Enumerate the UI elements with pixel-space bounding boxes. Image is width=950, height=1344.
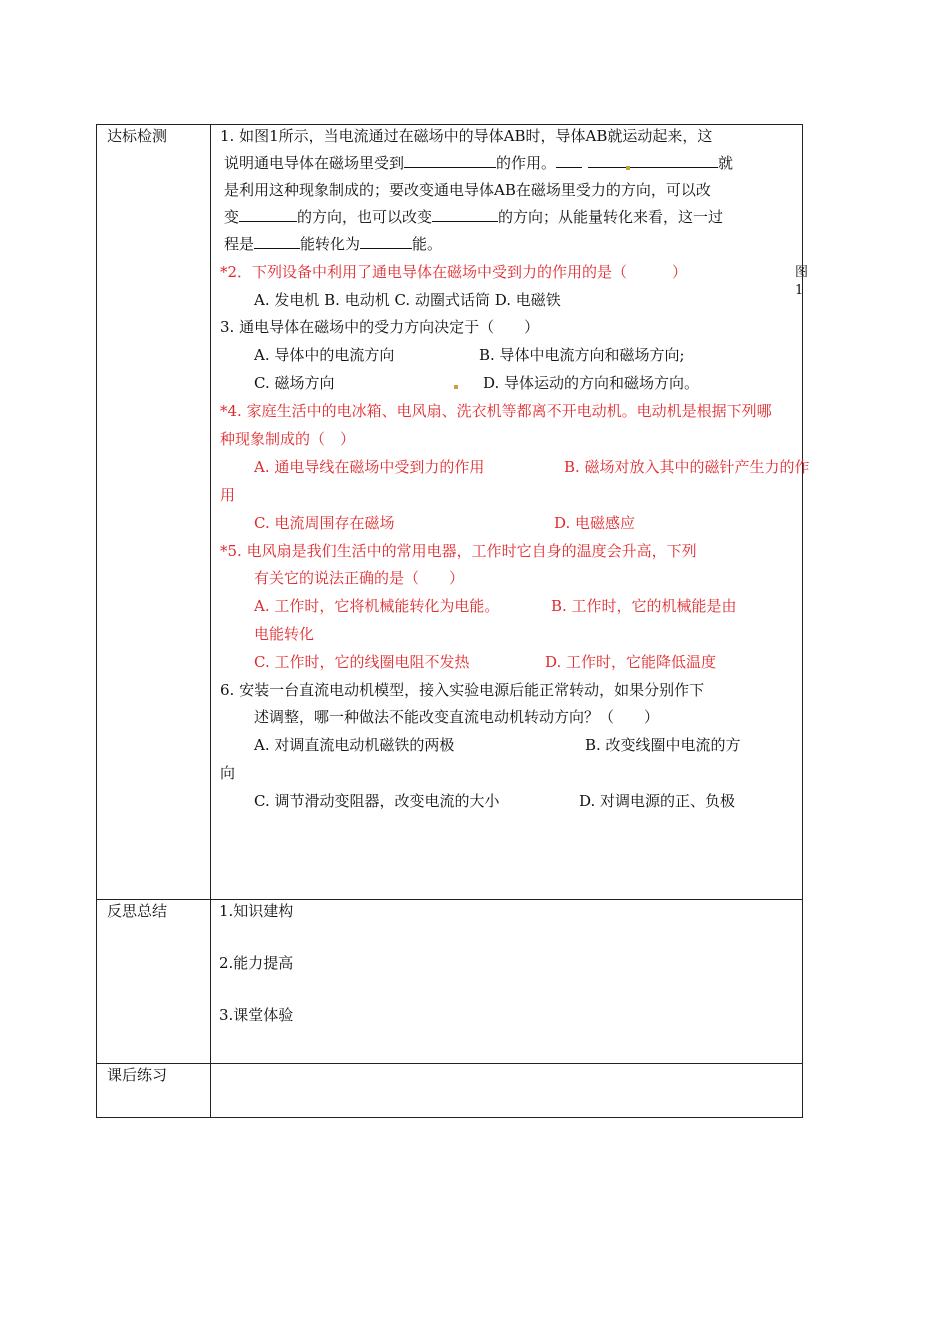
summary-experience: 3.课堂体验 xyxy=(219,1006,294,1024)
row-divider-2 xyxy=(97,1063,802,1064)
summary-knowledge: 1.知识建构 xyxy=(219,902,294,920)
worksheet-table xyxy=(96,124,810,1118)
q6-option-a: A. 对调直流电动机磁铁的两极 xyxy=(254,736,455,754)
q5-option-b: B. 工作时，它的机械能是由 xyxy=(551,597,737,615)
q2-options: A. 发电机 B. 电动机 C. 动圈式话筒 D. 电磁铁 xyxy=(254,291,561,309)
row-divider-1 xyxy=(97,899,802,900)
q6-line-2: 述调整，哪一种做法不能改变直流电动机转动方向？（ ） xyxy=(254,708,660,726)
q6-line-1: 6. 安装一台直流电动机模型，接入实验电源后能正常转动，如果分别作下 xyxy=(220,681,705,699)
q1-line-5 xyxy=(224,234,442,254)
yellow-mark-2 xyxy=(454,385,458,389)
q3-option-d: D. 导体运动的方向和磁场方向。 xyxy=(483,374,700,392)
q1-text-2a: 说明通电导体在磁场里受到 xyxy=(224,154,405,172)
q6-option-b-cont: 向 xyxy=(220,764,236,782)
summary-ability: 2.能力提高 xyxy=(219,954,294,972)
q4-option-b: B. 磁场对放入其中的磁针产生力的作 xyxy=(564,458,810,476)
row-label-reflection: 反思总结 xyxy=(107,902,168,920)
q1-blank-device-b[interactable] xyxy=(588,153,718,168)
q1-line-4 xyxy=(224,207,723,227)
q1-text-2b: 的作用。 xyxy=(496,154,557,172)
q3-option-a: A. 导体中的电流方向 xyxy=(254,346,395,364)
q5-option-b-cont: 电能转化 xyxy=(254,625,315,643)
q1-blank-device-a[interactable] xyxy=(556,153,582,168)
q4-option-d: D. 电磁感应 xyxy=(554,514,636,532)
q5-line-1: *5. 电风扇是我们生活中的常用电器，工作时它自身的温度会升高，下列 xyxy=(220,542,697,560)
q1-blank-energy-2[interactable] xyxy=(360,234,412,249)
q5-option-d: D. 工作时，它能降低温度 xyxy=(545,653,717,671)
q1-text-5b: 能转化为 xyxy=(300,235,361,253)
q1-line-2 xyxy=(224,153,733,173)
q1-line-1: 1. 如图1所示，当电流通过在磁场中的导体AB时，导体AB就运动起来，这 xyxy=(220,127,713,145)
q1-text-4b: 的方向，也可以改变 xyxy=(297,208,433,226)
yellow-mark xyxy=(626,166,630,170)
row-label-homework: 课后练习 xyxy=(107,1066,168,1084)
q4-line-2: 种现象制成的（ ） xyxy=(220,430,356,448)
q3-option-b: B. 导体中电流方向和磁场方向; xyxy=(479,346,685,364)
q1-blank-direction-1[interactable] xyxy=(239,207,297,222)
q6-option-b: B. 改变线圈中电流的方 xyxy=(585,736,741,754)
q3-option-c: C. 磁场方向 xyxy=(254,374,335,392)
q1-blank-direction-2[interactable] xyxy=(432,207,498,222)
q6-option-c: C. 调节滑动变阻器，改变电流的大小 xyxy=(254,792,500,810)
row-label-target-test: 达标检测 xyxy=(107,127,168,145)
q1-text-5a: 程是 xyxy=(224,235,255,253)
q3-stem: 3. 通电导体在磁场中的受力方向决定于（ ） xyxy=(220,318,540,336)
q1-blank-force[interactable] xyxy=(404,153,496,168)
q5-option-a: A. 工作时，它将机械能转化为电能。 xyxy=(254,597,500,615)
q4-option-c: C. 电流周围存在磁场 xyxy=(254,514,395,532)
q1-text-2c: 就 xyxy=(718,154,734,172)
column-divider xyxy=(210,125,211,1117)
q4-option-a: A. 通电导线在磁场中受到力的作用 xyxy=(254,458,485,476)
q1-text-4c: 的方向；从能量转化来看，这一过 xyxy=(498,208,724,226)
q1-text-4a: 变 xyxy=(224,208,240,226)
q5-option-c: C. 工作时，它的线圈电阻不发热 xyxy=(254,653,470,671)
q4-option-b-cont: 用 xyxy=(220,486,236,504)
q1-text-5c: 能。 xyxy=(412,235,443,253)
q5-line-2: 有关它的说法正确的是（ ） xyxy=(254,569,465,587)
figure-1-label: 图1 xyxy=(795,265,809,298)
q4-line-1: *4. 家庭生活中的电冰箱、电风扇、洗衣机等都离不开电动机。电动机是根据下列哪 xyxy=(220,402,772,420)
q2-stem: *2．下列设备中利用了通电导体在磁场中受到力的作用的是（ ） xyxy=(220,263,688,281)
q6-option-d: D. 对调电源的正、负极 xyxy=(579,792,736,810)
q1-blank-energy-1[interactable] xyxy=(254,234,300,249)
q1-line-3: 是利用这种现象制成的；要改变通电导体AB在磁场里受力的方向，可以改 xyxy=(224,181,711,199)
